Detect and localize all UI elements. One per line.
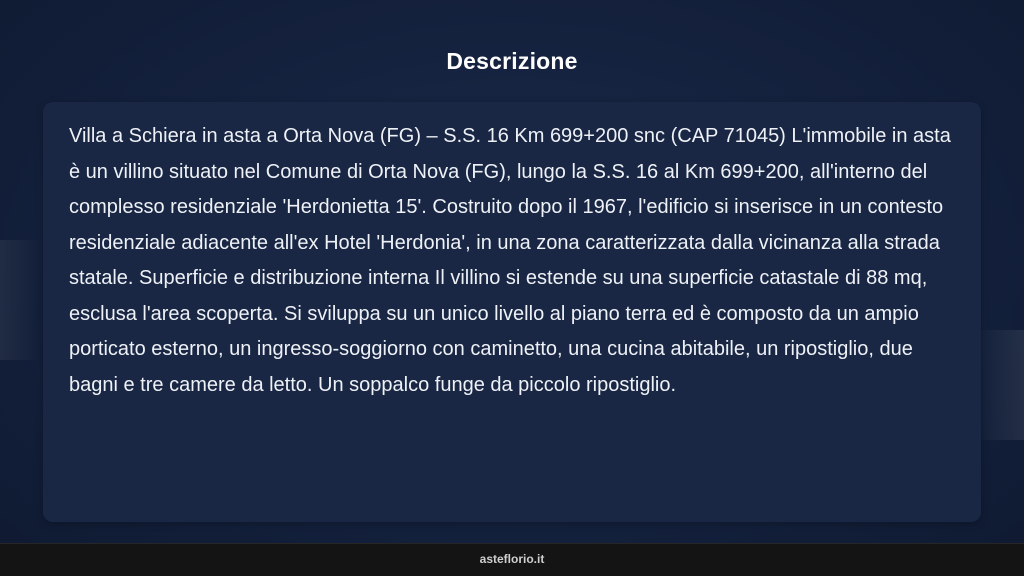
page-title: Descrizione [446,48,578,74]
background-decoration-right [974,330,1024,440]
footer-site-label: asteflorio.it [479,552,545,566]
background-decoration-left [0,240,40,360]
footer-bar [0,543,1024,576]
description-card [43,102,981,522]
description-text: Villa a Schiera in asta a Orta Nova (FG) – S.S. 16 Km 699+200 snc (CAP 71045) L'immobile in asta è un villino situato nel Comune di Orta Nova (FG), lungo la S.S. 16 al Km 699+200, all'interno del complesso residenziale 'Herdonietta 15'. Costruito dopo il 1967, l'edificio si inserisce in un contesto residenziale adiacente all'ex Hotel 'Herdonia', in una zona caratterizzata dalla vicinanza alla strada statale. Superficie e distribuzione interna Il villino si estende su una superficie catastale di 88 mq, esclusa l'area scoperta. Si sviluppa su un unico livello al piano terra ed è composto da un ampio porticato esterno, un ingresso-soggiorno con caminetto, una cucina abitabile, un ripostiglio, due bagni e tre camere da letto. Un soppalco funge da piccolo ripostiglio. [69,125,951,396]
